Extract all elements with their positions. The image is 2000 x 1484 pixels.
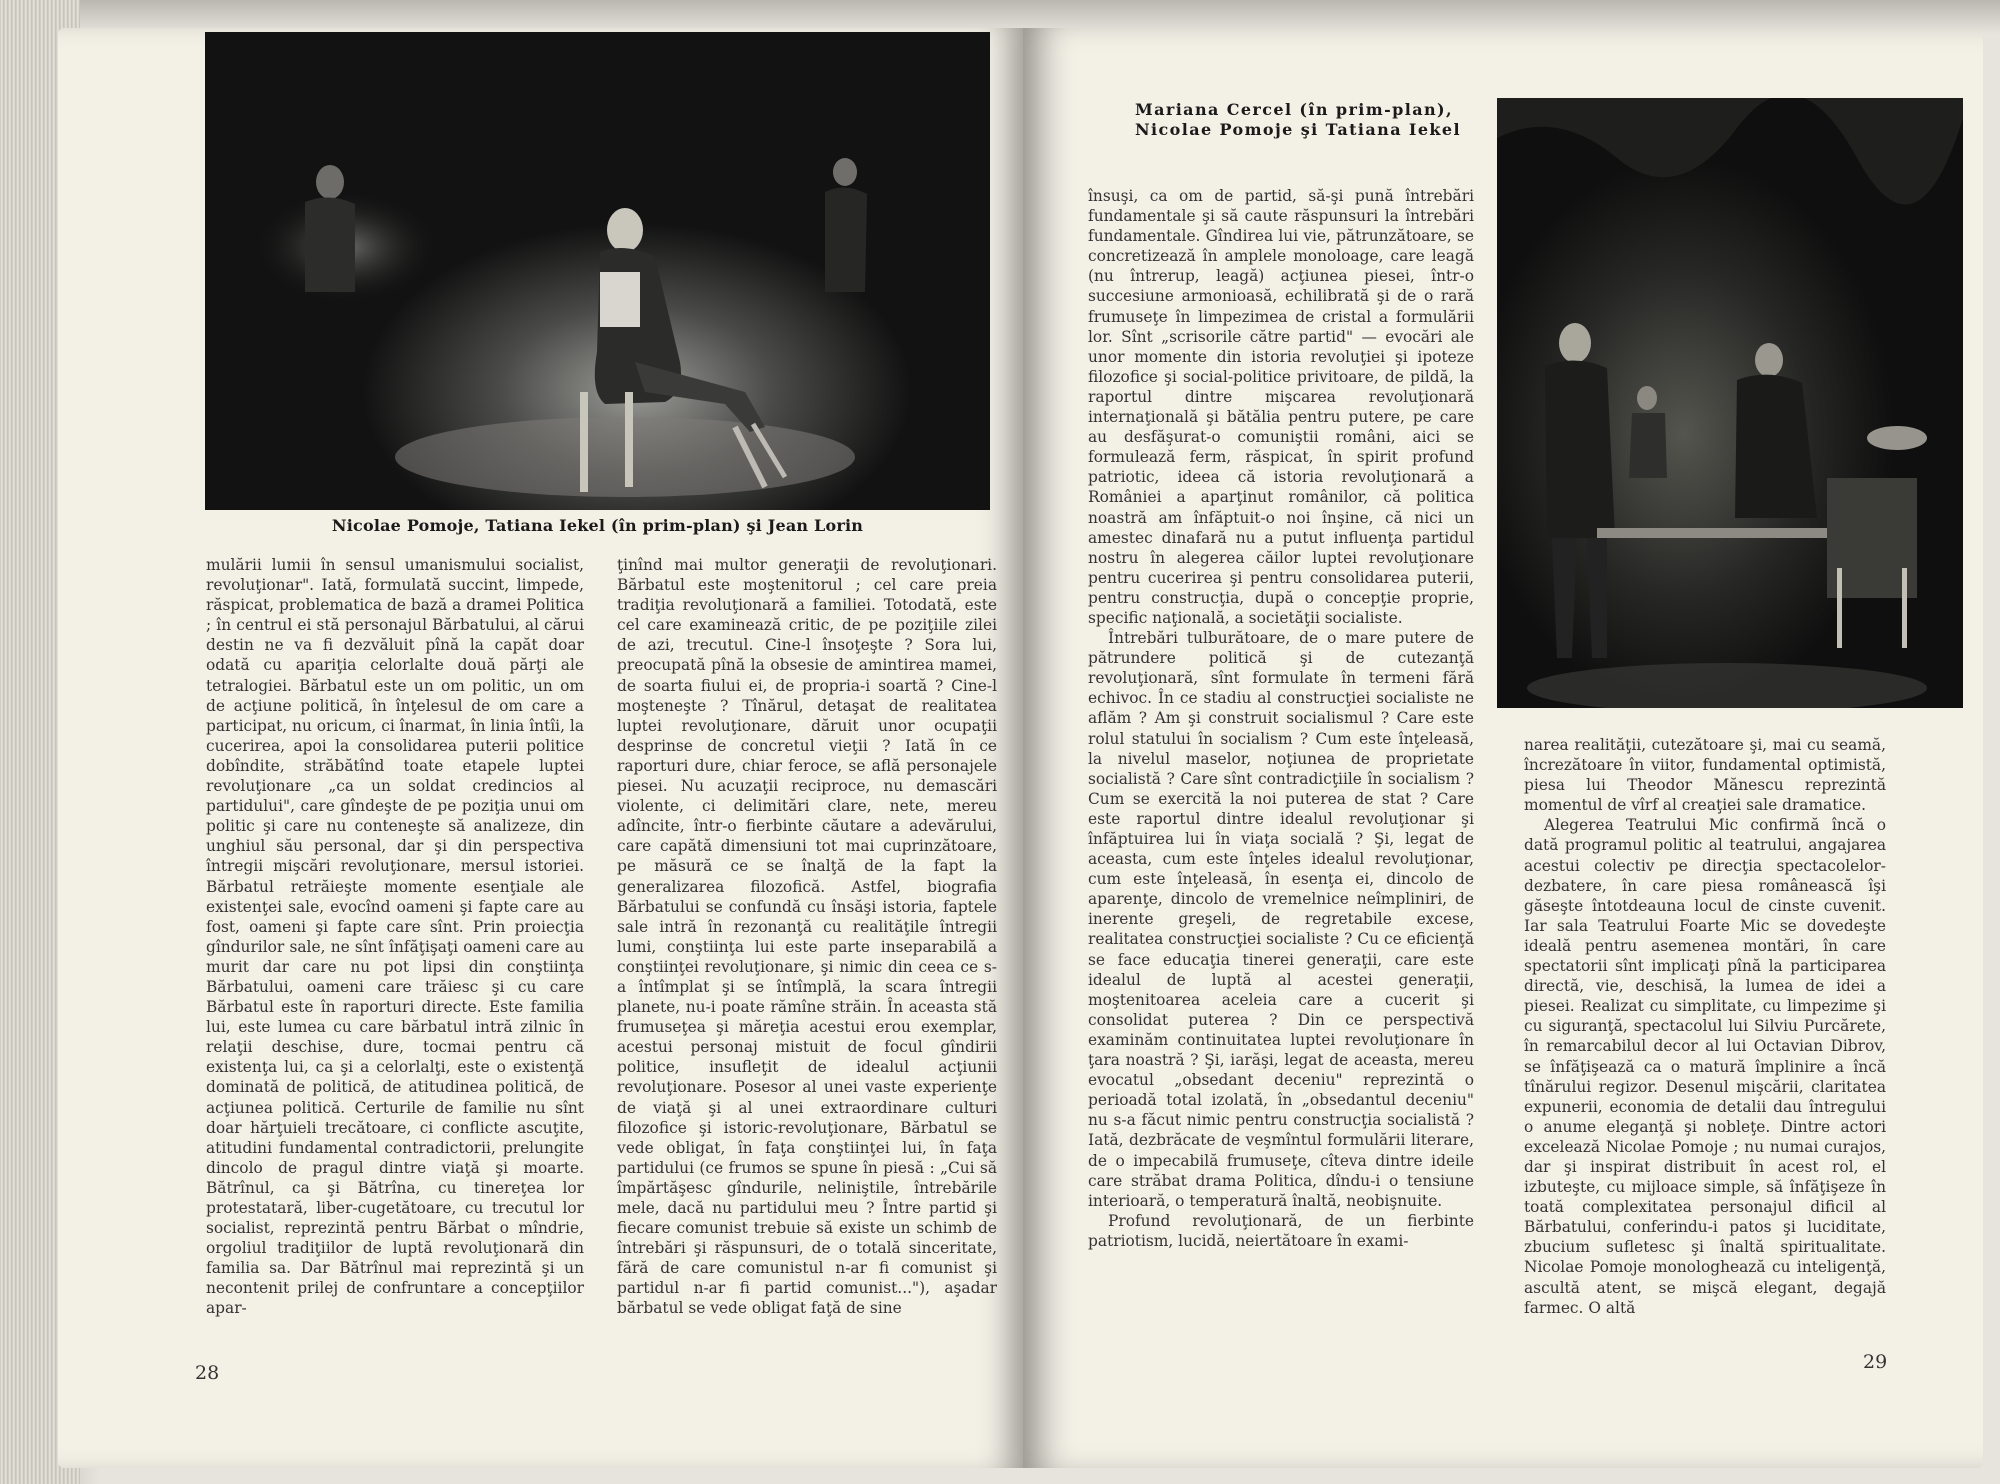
paragraph: mulării lumii în sensul umanismului socialist, revoluţionar". Iată, formulată succint, limpede, răspicat, problematica de bază a dramei Politica ; în centrul ei stă personajul Bărbatului, al cărui destin ne va fi dezvăluit pînă la capăt doar odată cu apariţia celorlalte două părţi ale tetralogiei. Bărbatul este un om politic, un om de acţiune politică, în înţelesul de om care a participat, nu oricum, ci înarmat, în linia întîi, la cucerirea, apoi la consolidarea puterii politice dobîndite, străbătînd toate etapele luptei revoluţionare „ca un soldat credincios al partidului", care gîndeşte de pe poziţia unui om politic şi care nu conteneşte să analizeze, din unghiul său personal, dar şi din perspectiva întregii mişcări revoluţionare, mersul istoriei. Bărbatul retrăieşte momente esenţiale ale existenţei sale, evocînd oameni şi fapte care au fost, oameni şi fapte care sînt. Prin proiecţia gîndurilor sale, ne sînt înfăţişaţi oameni care au murit dar care nu pot lipsi din conştiinţa Bărbatului, oameni care trăiesc şi cu care Bărbatul este în raporturi directe. Este familia lui, este lumea cu care bărbatul intră zilnic în relaţii deschise, dure, tocmai pentru că existenţa lui, ca şi a celorlalţi, este o existenţă dominată de politică, de atitudinea politică, de acţiunea politică. Certurile de familie nu sînt doar hărţuieli trecătoare, ci conflicte ascuţite, atitudini fundamental contradictorii, prelungite dincolo de pragul dintre viaţă şi moarte. Bătrînul, ca şi Bătrîna, cu tinereţea lor protestatară, liber-cugetătoare, cu trecutul lor socialist, reprezintă pentru Bărbat o mîndrie, orgoliul tradiţiilor de luptă revoluţionară din familia sa. Dar Bătrînul mai reprezintă şi un necontenit prilej de confruntare a concepţiilor apar- xyxy=(206,556,584,1318)
caption-line: Nicolae Pomoje şi Tatiana Iekel xyxy=(1135,120,1461,139)
paragraph: Alegerea Teatrului Mic confirmă încă o dată programul politic al teatrului, angajarea acestui colectiv pe direcţia spectacolelor-dezbatere, în care piesa românească îşi găseşte întotdeauna locul de cinste cuvenit. Iar sala Teatrului Foarte Mic se dovedeşte ideală pentru asemenea montări, în care spectatorii sînt implicaţi pînă la participarea directă, vie, deschisă, la lumea de idei a piesei. Realizat cu simplitate, cu limpezime şi cu siguranţă, spectacolul lui Silviu Purcărete, în remarcabilul decor al lui Octavian Dibrov, se înfăţişează ca o matură împlinire a încă tînărului regizor. Desenul mişcării, claritatea expunerii, economia de detalii dau întregului o anume eleganţă şi nobleţe. Dintre actori excelează Nicolae Pomoje ; nu numai curajos, dar şi inspirat distribuit în acest rol, el izbuteşte, cu mijloace simple, să înfăţişeze în toată complexitatea personajul dificil al Bărbatului, conferindu-i patos şi luciditate, zbucium sufletesc şi înaltă spiritualitate. Nicolae Pomoje monologhează cu inteligenţă, ascultă atent, se mişcă elegant, degajă farmec. O altă xyxy=(1524,816,1886,1317)
right-page-column-2 xyxy=(1524,735,1886,1318)
caption-line: Mariana Cercel (în prim-plan), xyxy=(1135,100,1453,119)
stage-photo-left xyxy=(205,32,990,510)
paragraph: Întrebări tulburătoare, de o mare putere de pătrundere politică şi de cutezanţă revoluţionară, sînt formulate în termeni fără echivoc. În ce stadiu al construcţiei socialiste ne aflăm ? Am şi construit socialismul ? Care este rolul statului în socialism ? Cum este înţeleasă, la nivelul maselor, noţiunea de proprietate socialistă ? Care sînt contradicţiile în socialism ? Cum se exercită la noi puterea de stat ? Care este raportul dintre idealul revoluţionar şi înfăptuirea lui în viaţa socială ? Şi, legat de aceasta, cum este înţeles idealul revoluţionar, cum este înţeleasă, în esenţa ei, dincolo de aparenţe, dincolo de vremelnice neîmpliniri, de inerente greşeli, de regretabile excese, realitatea construcţiei socialiste ? Cu ce eficienţă se face educaţia tinerei generaţii, care este idealul de luptă al acestei generaţii, moştenitoarea aceleia care a cucerit şi consolidat puterea ? Din ce perspectivă examinăm continuitatea luptei revoluţionare în ţara noastră ? Şi, iarăşi, legat de aceasta, mereu evocatul „obsedant deceniu" reprezintă o perioadă total izolată, în „obsedantul deceniu" nu s-a făcut nimic pentru construcţia socialistă ? Iată, dezbrăcate de veşmîntul formulării literare, de o impecabilă frumuseţe, cîteva dintre ideile care străbat drama Politica, dîndu-i o tensiune interioară, o temperatură înaltă, neobişnuite. xyxy=(1088,629,1474,1210)
paragraph: ţinînd mai multor generaţii de revoluţionari. Bărbatul este moştenitorul ; cel care preia tradiţia revoluţionară a familiei. Totodată, este cel care examinează critic, de pe poziţiile zilei de azi, trecutul. Cine-l însoţeşte ? Sora lui, preocupată pînă la obsesie de amintirea mamei, de soarta fiului ei, de propria-i soartă ? Cine-l moşteneşte ? Tînărul, detaşat de realitatea luptei revoluţionare, dăruit unor ocupaţii desprinse de concretul vieţii ? Iată în ce raporturi dure, chiar feroce, se află personajele piesei. Nu acuzaţii reciproce, nu demascări violente, ci delimitări clare, nete, mereu adîncite, într-o fierbinte căutare a adevărului, care capătă dimensiuni tot mai cuprinzătoare, pe măsură ce se înalţă de la fapt la generalizarea filozofică. Astfel, biografia Bărbatului se confundă cu însăşi istoria, faptele sale intră în rezonanţă cu realităţile întregii lumi, conştiinţa lui este parte inseparabilă a conştiinţei revoluţionare, şi nimic din ceea ce s-a întîmplat şi se întîmplă, la scara întregii planete, nu-i poate rămîne străin. În aceasta stă frumuseţea şi măreţia acestui erou exemplar, acestui personaj mistuit de focul gîndirii politice, insufleţit de idealul acţiunii revoluţionare. Posesor al unei vaste experienţe de viaţă şi al unei extraordinare culturi filozofice şi istoric-revoluţionare, Bărbatul se vede obligat, în faţa conştiinţei lui, în faţa partidului (ce frumos se spune în piesă : „Cui să împărtăşesc gîndurile, neliniştile, întrebările mele, dacă nu partidului meu ? Între partid şi fiecare comunist trebuie să existe un schimb de întrebări şi răspunsuri, de o totală sinceritate, fără de care comunistul n-ar fi comunist şi partidul n-ar fi partid comunist..."), aşadar bărbatul se vede obligat faţă de sine xyxy=(617,556,997,1318)
page-number-left: 28 xyxy=(195,1362,220,1384)
left-page-column-1 xyxy=(206,555,584,1319)
photo-caption-right xyxy=(1135,100,1475,140)
stage-photo-left-image xyxy=(205,32,990,510)
page-number-right: 29 xyxy=(1863,1351,1888,1373)
paragraph: Profund revoluţionară, de un fierbinte patriotism, lucidă, neiertătoare în exami- xyxy=(1088,1211,1474,1250)
left-page-column-2 xyxy=(617,555,997,1319)
stage-photo-right xyxy=(1497,98,1963,708)
stage-photo-right-image xyxy=(1497,98,1963,708)
photo-caption-left: Nicolae Pomoje, Tatiana Iekel (în prim-plan) şi Jean Lorin xyxy=(331,516,864,535)
paragraph: narea realităţii, cutezătoare şi, mai cu seamă, încrezătoare în viitor, fundamental optimistă, piesa lui Theodor Mănescu reprezintă momentul de vîrf al creaţiei sale dramatice. xyxy=(1524,736,1886,815)
paragraph: însuşi, ca om de partid, să-şi pună întrebări fundamentale şi să caute răspunsuri la întrebări fundamentale. Gîndirea lui vie, pătrunzătoare, se concretizează în amplele monoloage, care leagă (nu întrerup, leagă) acţiunea piesei, într-o succesiune armonioasă, echilibrată şi de o rară frumuseţe în limpezimea de cristal a formulării lor. Sînt „scrisorile către partid" — evocări ale unor momente din istoria revoluţiei şi ipoteze filozofice şi social-politice privitoare, de pildă, la raportul dintre mişcarea revoluţionară internaţională şi bătălia pentru putere, pe care au desfăşurat-o comuniştii români, aici se formulează ferm, răspicat, în spirit profund patriotic, ideea că istoria revoluţionară a României a aparţinut românilor, că politica noastră am înfăptuit-o noi înşine, că nici un amestec dinafară nu a putut influenţa partidul nostru în alegerea căilor luptei revoluţionare pentru cucerirea şi pentru consolidarea puterii, pentru construcţia, după o concepţie proprie, specific naţională, a societăţii socialiste. xyxy=(1088,187,1474,627)
right-page-column-1 xyxy=(1088,186,1474,1251)
